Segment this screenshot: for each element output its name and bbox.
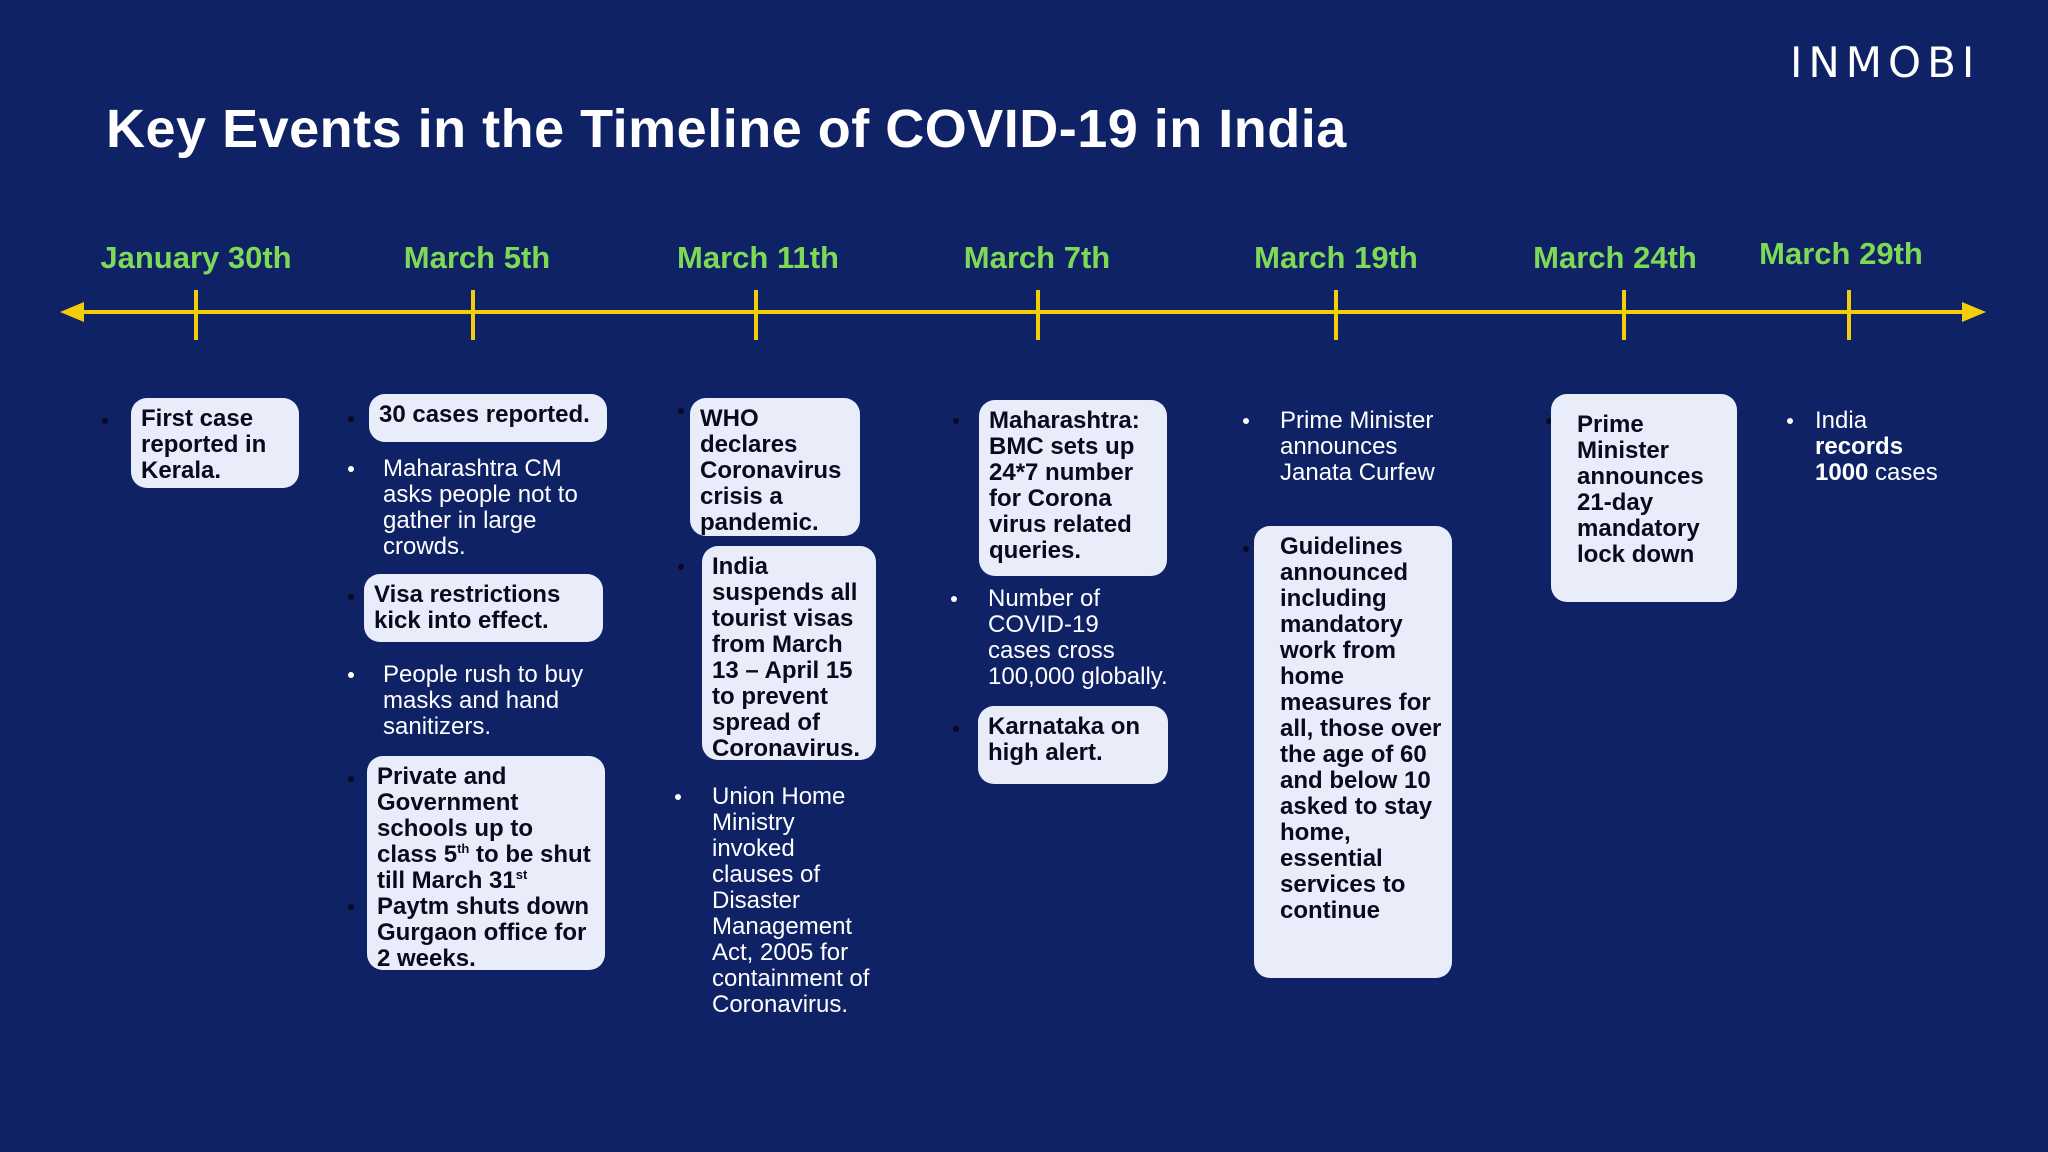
date-mar19: March 19th [1254, 240, 1418, 275]
event-card-schools [367, 756, 605, 970]
event-text: Visa restrictions kick into effect. [374, 581, 561, 634]
timeline-axis [0, 0, 2048, 360]
event-text: Prime Minister announces 21-day mandatory lock down [1577, 411, 1704, 568]
event-text-paytm: Paytm shuts down Gurgaon office for 2 weeks. [377, 893, 590, 972]
bullet-icon [951, 596, 957, 602]
date-mar24: March 24th [1533, 240, 1697, 275]
event-text: Karnataka on high alert. [988, 713, 1141, 766]
event-card-karnataka [978, 706, 1168, 784]
event-text-ministry: Union Home Ministry invoked clauses of Disaster Management Act, 2005 for containment of Coronavirus. [712, 783, 870, 1018]
event-card-lockdown [1551, 394, 1737, 602]
event-text-curfew: Prime Minister announces Janata Curfew [1280, 407, 1435, 486]
bullet-icon [1243, 546, 1249, 552]
bullet-icon [348, 594, 354, 600]
event-text-rush: People rush to buy masks and hand sanitizers. [383, 661, 584, 740]
date-jan30: January 30th [100, 240, 292, 275]
bullet-icon [675, 794, 681, 800]
event-card-guidelines [1254, 526, 1452, 978]
timeline-arrow-right [1962, 302, 1986, 322]
event-card-visas [702, 546, 876, 760]
inmobi-logo: INMOBI [1790, 38, 1981, 87]
event-text-cm: Maharashtra CM asks people not to gather in large crowds. [383, 455, 578, 560]
bullet-icon [348, 466, 354, 472]
event-text: Guidelines announced including mandatory work from home measures for all, those over the age of 60 and below 10 asked to stay home, essential services to continue [1280, 533, 1442, 924]
bullet-icon [348, 672, 354, 678]
bullet-icon [348, 416, 354, 422]
event-card-first-case [131, 398, 299, 488]
date-mar29: March 29th [1759, 236, 1923, 271]
event-text-india: India records 1000 cases [1815, 407, 1938, 486]
bullet-icon [678, 408, 684, 414]
bullet-icon [678, 564, 684, 570]
event-text: First case reported in Kerala. [141, 405, 267, 484]
bullet-icon [348, 904, 354, 910]
bullet-icon [953, 726, 959, 732]
date-mar11: March 11th [677, 240, 839, 275]
event-text-global: Number of COVID-19 cases cross 100,000 globally. [988, 585, 1168, 690]
bullet-icon [953, 418, 959, 424]
event-card-30-cases [369, 394, 607, 442]
date-mar7: March 7th [963, 240, 1111, 275]
event-card-visa [364, 574, 603, 642]
event-text: Maharashtra: BMC sets up 24*7 number for Corona virus related queries. [989, 407, 1140, 564]
date-mar5: March 5th [403, 240, 551, 275]
event-text-schools: Private and Government schools up to class 5th to be shut till March 31st [377, 763, 591, 894]
event-text: India suspends all tourist visas from March 13 – April 15 to prevent spread of Coronavirus. [712, 553, 861, 762]
page-title: Key Events in the Timeline of COVID-19 in India [106, 99, 1347, 159]
event-card-bmc [979, 400, 1167, 576]
timeline-arrow-left [60, 302, 84, 322]
bullet-icon [1243, 418, 1249, 424]
bullet-icon [102, 418, 108, 424]
bullet-icon [1787, 418, 1793, 424]
event-card-who [690, 398, 860, 536]
event-text: WHO declares Coronavirus crisis a pandemic. [700, 405, 842, 536]
bullet-icon [348, 776, 354, 782]
event-text: 30 cases reported. [379, 401, 590, 428]
